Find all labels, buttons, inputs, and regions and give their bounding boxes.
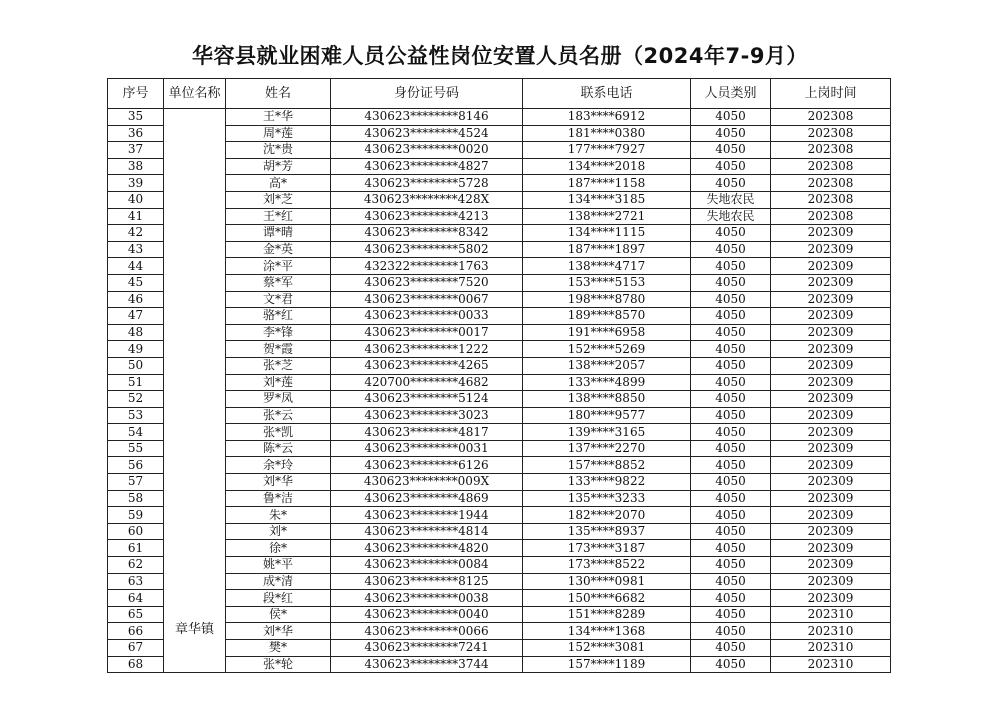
cell-category: 失地农民 [691,191,771,208]
cell-name: 周*莲 [226,125,331,142]
cell-start-date: 202309 [771,357,891,374]
table-row [108,291,891,308]
cell-category: 4050 [691,175,771,192]
cell-index: 66 [108,623,164,640]
table-row [108,109,891,126]
table-row [108,158,891,175]
cell-start-date: 202310 [771,623,891,640]
cell-start-date: 202309 [771,258,891,275]
cell-index: 61 [108,540,164,557]
cell-phone: 135****8937 [523,523,691,540]
cell-id-number: 430623********5728 [331,175,523,192]
cell-name: 樊* [226,640,331,657]
cell-name: 侯* [226,606,331,623]
cell-category: 4050 [691,391,771,408]
cell-start-date: 202309 [771,241,891,258]
table-row [108,523,891,540]
header-category: 人员类别 [691,79,771,109]
table-row [108,557,891,574]
cell-name: 刘*华 [226,474,331,491]
table-row [108,341,891,358]
cell-category: 4050 [691,523,771,540]
cell-name: 陈*云 [226,440,331,457]
cell-name: 段*红 [226,590,331,607]
cell-category: 4050 [691,142,771,159]
cell-start-date: 202308 [771,125,891,142]
cell-id-number: 430623********4827 [331,158,523,175]
cell-start-date: 202309 [771,474,891,491]
cell-start-date: 202309 [771,490,891,507]
cell-category: 4050 [691,424,771,441]
cell-category: 4050 [691,158,771,175]
table-row [108,241,891,258]
cell-id-number: 430623********8146 [331,109,523,126]
cell-name: 张*轮 [226,656,331,673]
cell-category: 4050 [691,357,771,374]
cell-start-date: 202308 [771,175,891,192]
cell-id-number: 430623********4524 [331,125,523,142]
cell-category: 4050 [691,109,771,126]
cell-id-number: 430623********4814 [331,523,523,540]
cell-name: 沈*贵 [226,142,331,159]
cell-phone: 173****3187 [523,540,691,557]
cell-name: 鲁*洁 [226,490,331,507]
table-row [108,573,891,590]
cell-phone: 137****2270 [523,440,691,457]
cell-index: 59 [108,507,164,524]
cell-start-date: 202309 [771,557,891,574]
table-row [108,374,891,391]
header-unit: 单位名称 [164,79,226,109]
table-row [108,640,891,657]
cell-category: 4050 [691,341,771,358]
cell-index: 56 [108,457,164,474]
cell-phone: 153****5153 [523,274,691,291]
cell-name: 罗*凤 [226,391,331,408]
cell-category: 4050 [691,407,771,424]
cell-start-date: 202309 [771,225,891,242]
cell-phone: 181****0380 [523,125,691,142]
cell-category: 4050 [691,125,771,142]
table-row [108,125,891,142]
cell-id-number: 430623********0031 [331,440,523,457]
cell-category: 4050 [691,274,771,291]
table-row [108,623,891,640]
header-phone: 联系电话 [523,79,691,109]
table-row [108,391,891,408]
cell-phone: 157****1189 [523,656,691,673]
cell-phone: 152****3081 [523,640,691,657]
cell-category: 4050 [691,324,771,341]
cell-name: 谭*晴 [226,225,331,242]
cell-index: 67 [108,640,164,657]
cell-id-number: 430623********428X [331,191,523,208]
cell-start-date: 202309 [771,341,891,358]
cell-start-date: 202310 [771,640,891,657]
cell-name: 文*君 [226,291,331,308]
cell-phone: 138****2057 [523,357,691,374]
cell-id-number: 430623********8125 [331,573,523,590]
table-row [108,606,891,623]
table-row [108,474,891,491]
cell-phone: 138****4717 [523,258,691,275]
cell-name: 张*芝 [226,357,331,374]
cell-start-date: 202309 [771,440,891,457]
cell-phone: 177****7927 [523,142,691,159]
cell-index: 64 [108,590,164,607]
cell-name: 高* [226,175,331,192]
cell-index: 53 [108,407,164,424]
page-title: 华容县就业困难人员公益性岗位安置人员名册（2024年7-9月） [192,44,808,68]
cell-id-number: 430623********6126 [331,457,523,474]
cell-id-number: 430623********4869 [331,490,523,507]
cell-id-number: 430623********0066 [331,623,523,640]
cell-id-number: 420700********4682 [331,374,523,391]
cell-phone: 157****8852 [523,457,691,474]
cell-id-number: 430623********0067 [331,291,523,308]
cell-phone: 133****4899 [523,374,691,391]
cell-id-number: 430623********7520 [331,274,523,291]
cell-start-date: 202309 [771,540,891,557]
cell-start-date: 202309 [771,407,891,424]
cell-id-number: 432322********1763 [331,258,523,275]
cell-phone: 151****8289 [523,606,691,623]
cell-id-number: 430623********0040 [331,606,523,623]
cell-phone: 180****9577 [523,407,691,424]
cell-category: 4050 [691,440,771,457]
cell-start-date: 202309 [771,291,891,308]
cell-index: 57 [108,474,164,491]
cell-name: 王*红 [226,208,331,225]
cell-id-number: 430623********0033 [331,308,523,325]
cell-index: 38 [108,158,164,175]
cell-id-number: 430623********3023 [331,407,523,424]
cell-start-date: 202309 [771,573,891,590]
cell-id-number: 430623********0017 [331,324,523,341]
cell-category: 4050 [691,457,771,474]
cell-category: 4050 [691,308,771,325]
cell-index: 35 [108,109,164,126]
table-row [108,407,891,424]
cell-category: 4050 [691,258,771,275]
table-row [108,191,891,208]
cell-index: 48 [108,324,164,341]
cell-category: 4050 [691,623,771,640]
cell-phone: 135****3233 [523,490,691,507]
table-row [108,324,891,341]
unit-name: 章华镇 [174,622,214,637]
cell-category: 4050 [691,640,771,657]
cell-category: 4050 [691,490,771,507]
cell-name: 姚*平 [226,557,331,574]
header-id-number: 身份证号码 [331,79,523,109]
cell-start-date: 202309 [771,507,891,524]
table-row [108,142,891,159]
cell-index: 43 [108,241,164,258]
cell-id-number: 430623********4265 [331,357,523,374]
header-index: 序号 [108,79,164,109]
cell-phone: 133****9822 [523,474,691,491]
cell-phone: 191****6958 [523,324,691,341]
cell-phone: 183****6912 [523,109,691,126]
cell-start-date: 202309 [771,274,891,291]
table-body [108,109,891,673]
cell-id-number: 430623********4820 [331,540,523,557]
cell-id-number: 430623********7241 [331,640,523,657]
cell-category: 4050 [691,225,771,242]
cell-index: 46 [108,291,164,308]
cell-id-number: 430623********4817 [331,424,523,441]
cell-index: 54 [108,424,164,441]
cell-category: 4050 [691,291,771,308]
cell-id-number: 430623********8342 [331,225,523,242]
cell-name: 骆*红 [226,308,331,325]
cell-category: 4050 [691,606,771,623]
cell-start-date: 202308 [771,191,891,208]
cell-start-date: 202309 [771,590,891,607]
cell-unit [164,109,226,673]
header-start-date: 上岗时间 [771,79,891,109]
cell-name: 张*凯 [226,424,331,441]
cell-index: 50 [108,357,164,374]
cell-name: 王*华 [226,109,331,126]
cell-name: 刘*华 [226,623,331,640]
table-row [108,175,891,192]
cell-category: 4050 [691,590,771,607]
cell-name: 胡*芳 [226,158,331,175]
cell-name: 刘*莲 [226,374,331,391]
cell-index: 58 [108,490,164,507]
table-row [108,440,891,457]
cell-id-number: 430623********4213 [331,208,523,225]
cell-id-number: 430623********009X [331,474,523,491]
cell-category: 4050 [691,573,771,590]
cell-start-date: 202309 [771,457,891,474]
cell-index: 44 [108,258,164,275]
table-row [108,424,891,441]
cell-name: 余*玲 [226,457,331,474]
table-row [108,457,891,474]
cell-category: 4050 [691,507,771,524]
cell-index: 45 [108,274,164,291]
cell-index: 39 [108,175,164,192]
cell-id-number: 430623********3744 [331,656,523,673]
table-row [108,308,891,325]
cell-start-date: 202309 [771,374,891,391]
cell-index: 68 [108,656,164,673]
cell-start-date: 202310 [771,606,891,623]
table-row [108,258,891,275]
cell-category: 4050 [691,374,771,391]
cell-phone: 187****1158 [523,175,691,192]
cell-phone: 198****8780 [523,291,691,308]
cell-id-number: 430623********1222 [331,341,523,358]
cell-name: 成*清 [226,573,331,590]
cell-index: 37 [108,142,164,159]
table-row [108,656,891,673]
cell-category: 4050 [691,474,771,491]
cell-start-date: 202309 [771,324,891,341]
table-row [108,274,891,291]
cell-name: 涂*平 [226,258,331,275]
cell-phone: 150****6682 [523,590,691,607]
cell-start-date: 202309 [771,391,891,408]
cell-category: 4050 [691,656,771,673]
cell-category: 失地农民 [691,208,771,225]
cell-phone: 173****8522 [523,557,691,574]
cell-category: 4050 [691,540,771,557]
cell-id-number: 430623********5802 [331,241,523,258]
cell-phone: 139****3165 [523,424,691,441]
cell-index: 51 [108,374,164,391]
cell-name: 刘*芝 [226,191,331,208]
table-row [108,590,891,607]
cell-index: 40 [108,191,164,208]
cell-index: 49 [108,341,164,358]
table-row [108,357,891,374]
cell-name: 张*云 [226,407,331,424]
cell-index: 55 [108,440,164,457]
cell-start-date: 202308 [771,158,891,175]
cell-index: 41 [108,208,164,225]
cell-start-date: 202308 [771,208,891,225]
cell-phone: 152****5269 [523,341,691,358]
table-row [108,540,891,557]
cell-index: 36 [108,125,164,142]
table-row [108,208,891,225]
cell-phone: 187****1897 [523,241,691,258]
cell-phone: 189****8570 [523,308,691,325]
roster-table [107,78,891,673]
cell-index: 63 [108,573,164,590]
header-name: 姓名 [226,79,331,109]
cell-id-number: 430623********0020 [331,142,523,159]
cell-index: 42 [108,225,164,242]
cell-name: 刘* [226,523,331,540]
cell-id-number: 430623********0038 [331,590,523,607]
cell-name: 朱* [226,507,331,524]
cell-id-number: 430623********5124 [331,391,523,408]
cell-phone: 134****2018 [523,158,691,175]
cell-start-date: 202310 [771,656,891,673]
cell-id-number: 430623********0084 [331,557,523,574]
cell-category: 4050 [691,241,771,258]
cell-index: 52 [108,391,164,408]
cell-id-number: 430623********1944 [331,507,523,524]
cell-start-date: 202308 [771,109,891,126]
table-row [108,507,891,524]
cell-name: 李*锋 [226,324,331,341]
cell-start-date: 202309 [771,424,891,441]
cell-index: 47 [108,308,164,325]
cell-index: 65 [108,606,164,623]
cell-name: 金*英 [226,241,331,258]
cell-index: 62 [108,557,164,574]
cell-start-date: 202309 [771,308,891,325]
cell-start-date: 202309 [771,523,891,540]
table-row [108,490,891,507]
cell-phone: 138****8850 [523,391,691,408]
cell-category: 4050 [691,557,771,574]
table-row [108,225,891,242]
cell-name: 贺*霞 [226,341,331,358]
cell-phone: 182****2070 [523,507,691,524]
cell-index: 60 [108,523,164,540]
cell-phone: 134****3185 [523,191,691,208]
cell-phone: 134****1368 [523,623,691,640]
cell-name: 蔡*军 [226,274,331,291]
cell-start-date: 202308 [771,142,891,159]
header-row [108,79,891,109]
cell-phone: 134****1115 [523,225,691,242]
cell-name: 徐* [226,540,331,557]
cell-phone: 130****0981 [523,573,691,590]
cell-phone: 138****2721 [523,208,691,225]
